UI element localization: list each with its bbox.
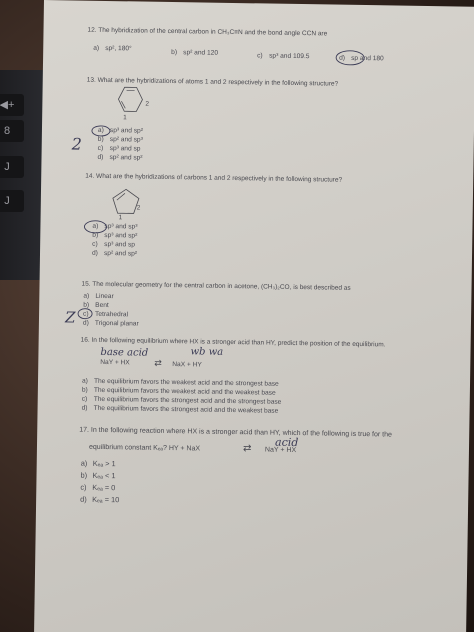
q16-option-a: a) The equilibrium favors the weakest acid and the strongest base: [81, 377, 279, 388]
q14-answer-circle: [83, 220, 109, 234]
q17-option-b: b) Kₑₐ < 1: [80, 470, 116, 481]
q17-equation-text: equilibrium constant Kₑₐ? HY + NaX: [88, 443, 201, 453]
question-12-text: 12. The hybridization of the central carbon in CH₃C≡N and the bond angle CCN are: [87, 26, 328, 38]
q16-option-d: d) The equilibrium favors the strongest acid and the weakest base: [81, 404, 279, 415]
q16-equilibrium-arrow: ⇄: [154, 357, 162, 368]
laptop-key: J: [0, 190, 24, 212]
q16-equation-right: NaX + HY: [172, 361, 202, 369]
q13-handwritten-mark: 2: [71, 134, 83, 154]
q13-atom-1-label: 1: [123, 114, 127, 122]
q15-handwritten-mark: Z: [64, 308, 76, 327]
q15-option-c: c) Tetrahedral: [83, 310, 129, 319]
q12-option-a: a) sp², 180°: [93, 44, 132, 53]
q17-option-d: d) Kₑₐ = 10: [80, 494, 120, 505]
q15-answer-circle: [76, 308, 94, 320]
q16-handwritten-wb-wa: wb wa: [190, 346, 224, 358]
q14-option-b: b) sp³ and sp²: [92, 231, 138, 240]
q13-option-a: a) sp³ and sp²: [97, 126, 144, 135]
q16-handwritten-base-acid: base acid: [100, 346, 149, 359]
q13-answer-circle: [90, 125, 112, 137]
q17-option-c: c) Kₑₐ = 0: [80, 482, 116, 493]
q14-option-d: d) sp² and sp²: [91, 249, 138, 258]
q17-option-a: a) Kₑₐ > 1: [80, 458, 116, 469]
question-15-text: 15. The molecular geometry for the central carbon in acetone, (CH₃)₂CO, is best described as: [81, 280, 351, 292]
q13-option-d: d) sp² and sp²: [97, 153, 143, 162]
q12-option-c: c) sp³ and 109.5: [257, 52, 310, 61]
question-13-text: 13. What are the hybridizations of atoms 1 and 2 respectively in the following structure?: [86, 76, 339, 88]
q17-handwritten-acid: acid: [274, 435, 299, 450]
q15-option-d: d) Trigonal planar: [82, 319, 139, 328]
q12-option-d: d) sp and 180: [339, 54, 384, 63]
q16-option-b: b) The equilibrium favors the weakest acid and the weakest base: [81, 386, 276, 397]
q13-option-c: c) sp³ and sp: [97, 144, 141, 153]
q16-option-c: c) The equilibrium favors the strongest acid and the strongest base: [81, 395, 282, 406]
q14-option-c: c) sp³ and sp: [92, 240, 136, 249]
question-14-text: 14. What are the hybridizations of carbons 1 and 2 respectively in the following structure?: [85, 172, 343, 184]
laptop-key: 8: [0, 120, 24, 142]
q14-option-a: a) sp³ and sp³: [92, 222, 138, 231]
q17-equation-right: NaY + HX: [264, 446, 297, 455]
q15-option-a: a) Linear: [83, 292, 114, 301]
worksheet-page: [34, 0, 474, 632]
q14-ring-structure: [109, 187, 145, 220]
q16-equation-left: NaY + HX: [100, 358, 130, 367]
q13-option-b: b) sp² and sp³: [97, 135, 143, 144]
q12-option-b: b) sp² and 120: [171, 49, 219, 57]
q17-equilibrium-arrow: ⇄: [242, 443, 252, 455]
question-16-text: 16. In the following equilibrium where HX is a stronger acid than HY, predict the position of the equilibrium.: [80, 336, 386, 349]
question-17-text: 17. In the following reaction where HX is a stronger acid than HY, which of the following is true for the: [79, 426, 392, 439]
q13-atom-2-label: 2: [145, 100, 150, 108]
q14-atom-1-label: 1: [118, 214, 123, 222]
q14-atom-2-label: 2: [136, 204, 141, 212]
q15-option-b: b) Bent: [83, 301, 109, 310]
q12-answer-circle: [335, 49, 371, 68]
laptop-key: J: [0, 156, 24, 178]
laptop-key: ◀+: [0, 94, 24, 116]
